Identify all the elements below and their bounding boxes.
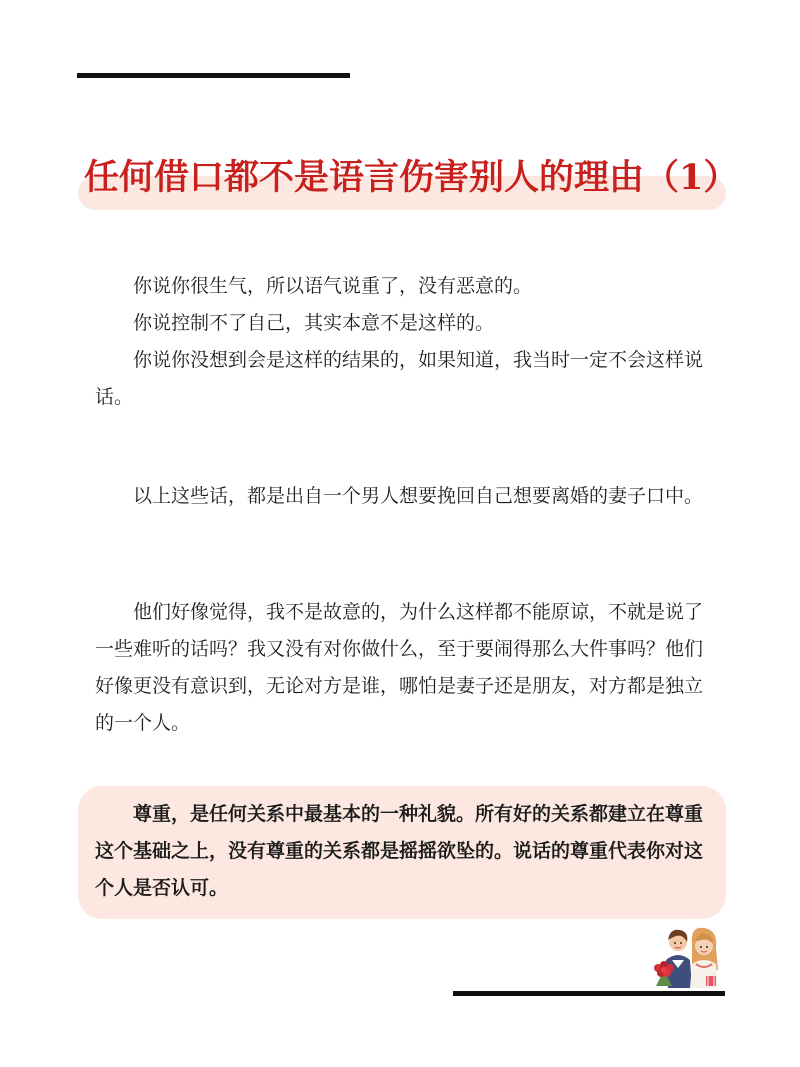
- paragraph-5: 他们好像觉得，我不是故意的，为什么这样都不能原谅，不就是说了一些难听的话吗？我又没有对你做什么，至于要闹得那么大件事吗？他们好像更没有意识到，无论对方是谁，哪怕是妻子还是朋友，对方都是独立的一个人。: [95, 601, 704, 734]
- top-divider: [77, 73, 350, 78]
- paragraph-2: 你说控制不了自己，其实本意不是这样的。: [133, 312, 495, 334]
- reflection-block: [95, 594, 715, 742]
- couple-with-roses-illustration: [648, 920, 732, 988]
- bottom-divider: [453, 991, 725, 996]
- context-block: [95, 478, 715, 515]
- woman-figure: [690, 928, 718, 988]
- paragraph-4: 以上这些话，都是出自一个男人想要挽回自己想要离婚的妻子口中。: [133, 485, 704, 507]
- callout-box: [78, 786, 726, 919]
- callout-text: 尊重，是任何关系中最基本的一种礼貌。所有好的关系都建立在尊重这个基础之上，没有尊重的关系都是摇摇欲坠的。说话的尊重代表你对这个人是否认可。: [95, 803, 704, 899]
- man-figure: [666, 930, 692, 988]
- page-title: 任何借口都不是语言伤害别人的理由（1）: [84, 157, 739, 198]
- intro-block: [95, 268, 715, 416]
- paragraph-3: 你说你没想到会是这样的结果的，如果知道，我当时一定不会这样说话。: [95, 349, 704, 408]
- paragraph-1: 你说你很生气，所以语气说重了，没有恶意的。: [133, 275, 533, 297]
